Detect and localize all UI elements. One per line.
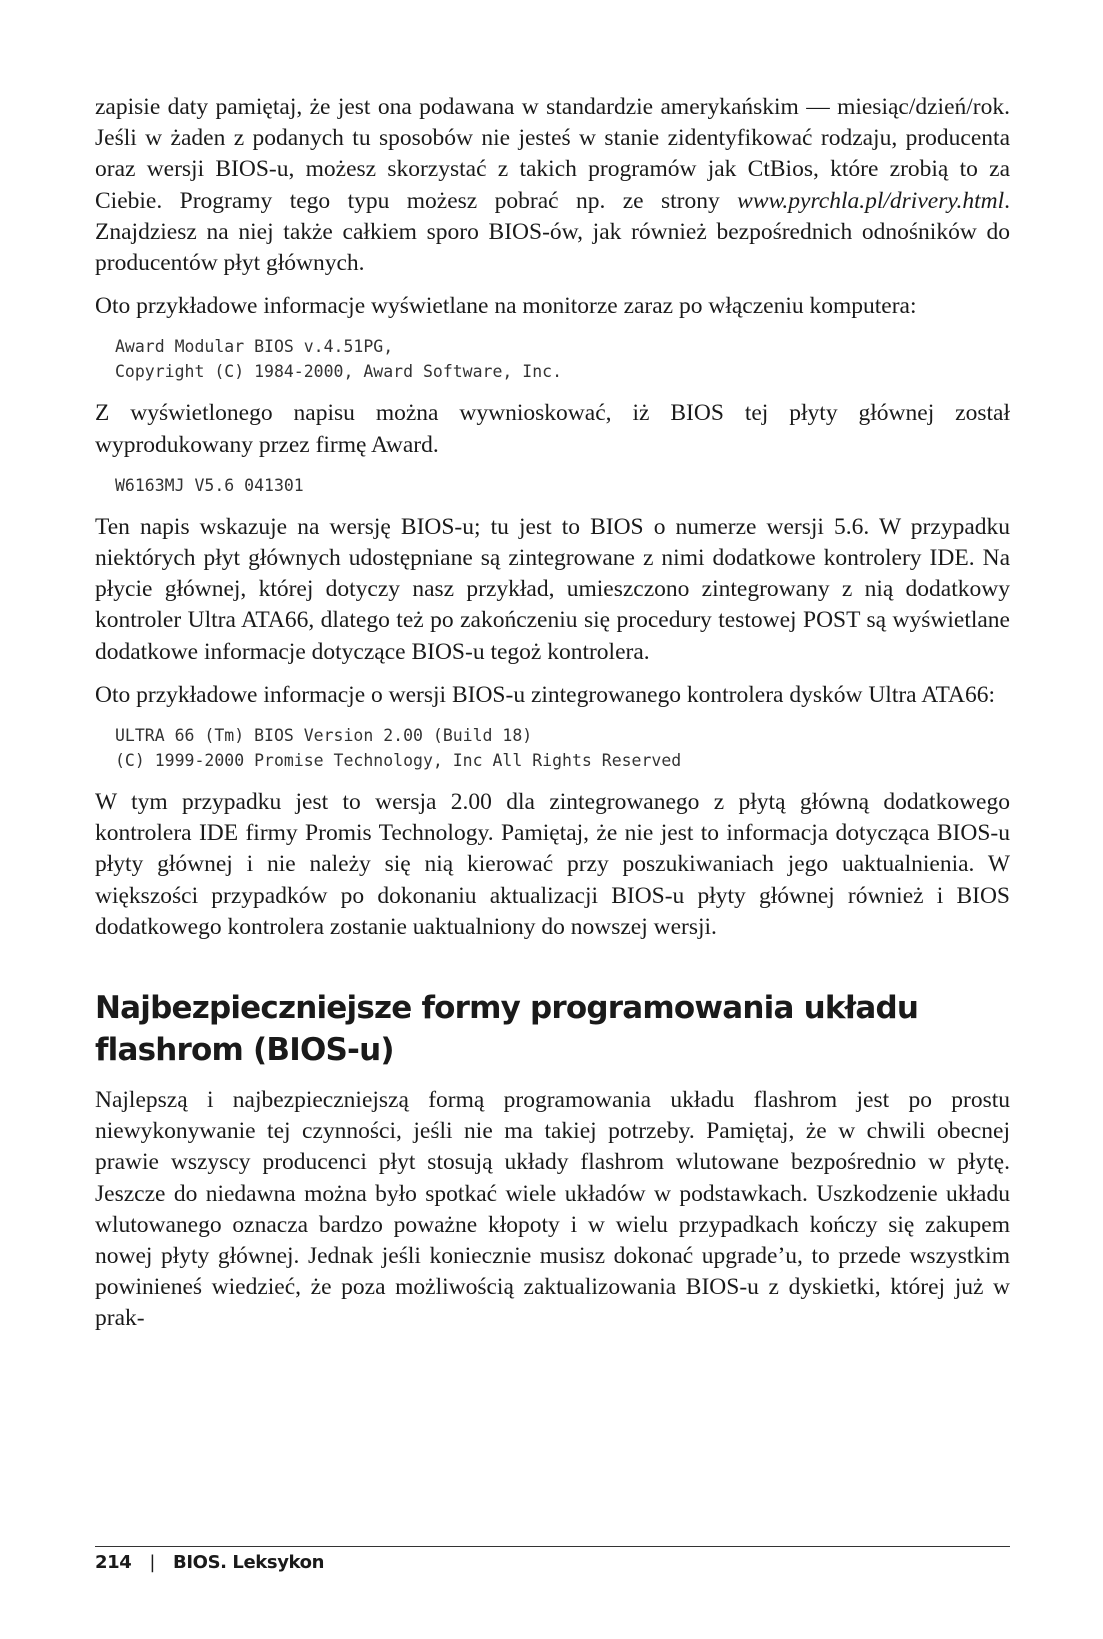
footer-separator: | [149,1552,156,1573]
link-pyrchla-drivery[interactable]: www.pyrchla.pl/drivery.html [737,187,1005,214]
page-footer [95,1552,324,1573]
code-block-ultra66: ULTRA 66 (Tm) BIOS Version 2.00 (Build 18) (C) 1999-2000 Promise Technology, Inc All Rights Reserved [115,726,682,771]
page-content [95,92,1010,1347]
footer-divider [95,1546,1010,1547]
paragraph-4: Ten napis wskazuje na wersję BIOS-u; tu jest to BIOS o numerze wersji 5.6. W przypadku niektórych płyt głównych udostępniane są zintegrowane z nimi dodatkowe kontrolery IDE. Na płycie głównej, której dotyczy nasz przykład, umieszczono zintegrowany z nią dodatkowy kontroler Ultra ATA66, dlatego też po zakończeniu się procedury testowej POST są wyświetlane dodatkowe informacje dotyczące BIOS-u tegoż kontrolera. [95,513,1010,665]
paragraph-7: Najlepszą i najbezpieczniejszą formą programowania układu flashrom jest po prostu niewykonywanie tej czynności, jeśli nie ma takiej potrzeby. Pamiętaj, że w chwili obecnej prawie wszyscy producenci płyt stosują układy flashrom wlutowane bezpośrednio w płytę. Jeszcze do niedawna można było spotkać wiele układów w podstawkach. Uszkodzenie układu wlutowanego oznacza bardzo poważne kłopoty i w wielu przypadkach kończy się zakupem nowej płyty głównej. Jednak jeśli koniecznie musisz dokonać upgrade’u, to przede wszystkim powinieneś wiedzieć, że poza możliwością zaktualizowania BIOS-u z dyskietki, której już w prak- [95,1087,1010,1332]
paragraph-5: Oto przykładowe informacje o wersji BIOS-u zintegrowanego kontrolera dysków Ultra ATA66: [95,681,996,708]
paragraph-2: Oto przykładowe informacje wyświetlane na monitorze zaraz po włączeniu komputera: [95,293,917,320]
paragraph-1-text-a: zapisie daty pamiętaj, że jest ona podawana w standardzie amerykańskim — miesiąc/dzień/rok. Jeśli w żaden z podanych tu sposobów nie jesteś w stanie zidentyfikować rodzaju, producenta oraz wersji BIOS-u, możesz skorzystać z takich programów jak CtBios, które zrobią to za Ciebie. Programy tego typu możesz pobrać np. ze strony [95,94,1010,214]
paragraph-3: Z wyświetlonego napisu można wywnioskować, iż BIOS tej płyty głównej został wyprodukowany przez firmę Award. [95,400,1010,458]
paragraph-6: W tym przypadku jest to wersja 2.00 dla zintegrowanego z płytą główną dodatkowego kontrolera IDE firmy Promis Technology. Pamiętaj, że nie jest to informacja dotycząca BIOS-u płyty głównej i nie należy się nią kierować przy poszukiwaniach jego uaktualnienia. W większości przypadków po dokonaniu aktualizacji BIOS-u płyty głównej również i BIOS dodatkowego kontrolera zostanie uaktualniony do nowszej wersji. [95,789,1010,940]
section-heading: Najbezpieczniejsze formy programowania układu flashrom (BIOS-u) [95,990,919,1069]
page-number: 214 [95,1552,132,1573]
paragraph-1 [95,92,1010,279]
code-block-award-bios: Award Modular BIOS v.4.51PG, Copyright (C) 1984-2000, Award Software, Inc. [115,337,563,382]
book-title: BIOS. Leksykon [173,1552,324,1573]
code-block-bios-version: W6163MJ V5.6 041301 [115,475,304,495]
paragraph-1-text-b: . Znajdziesz na niej także całkiem sporo BIOS-ów, jak również bezpośrednich odnośników do producentów płyt głównych. [95,187,1010,277]
